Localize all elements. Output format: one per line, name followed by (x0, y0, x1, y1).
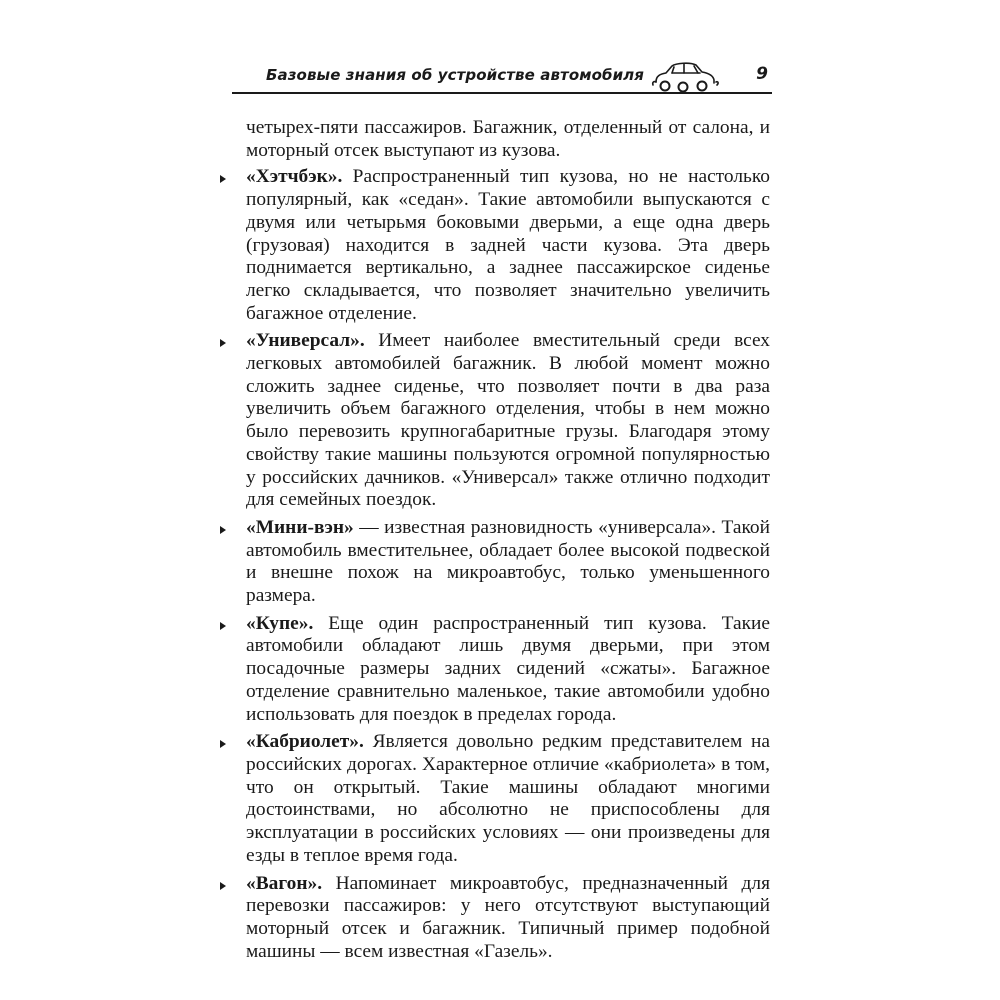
list-item (246, 613, 770, 727)
page-number: 9 (756, 64, 768, 84)
bullet-arrow-icon (220, 882, 226, 890)
list-item-term: «Универсал». (246, 330, 365, 352)
list-item-text: Имеет наиболее вместительный среди всех легковых автомобилей багажник. В любой момент можно сложить заднее сиденье, что позволяет почти в два раза увеличить объем багажного отделения, чтобы в нем можно было перевозить крупногабаритные грузы. Благодаря этому свойству такие машины пользуются огромной популярностью у российских дачников. «Универсал» также отлично подходит для семейных поездок. (246, 330, 770, 511)
body-text (246, 117, 770, 968)
lead-paragraph: четырех-пяти пассажиров. Багажник, отделенный от салона, и моторный отсек выступают из кузова. (246, 117, 770, 161)
list-item (246, 731, 770, 867)
bullet-arrow-icon (220, 622, 226, 630)
list-item-term: «Купе». (246, 612, 314, 634)
running-header-title: Базовые знания об устройстве автомобиля (265, 66, 644, 84)
bullet-arrow-icon (220, 740, 226, 748)
list-item-term: «Вагон». (246, 872, 323, 894)
bullet-arrow-icon (220, 339, 226, 347)
bullet-arrow-icon (220, 175, 226, 183)
bullet-arrow-icon (220, 526, 226, 534)
running-header (232, 58, 772, 98)
list-item-text: Является довольно редким представителем на российских дорогах. Характерное отличие «кабриолета» в том, что он открытый. Такие машины обладают многими достоинствами, но абсолютно не приспособлены для эксплуатации в российских условиях — они произведены для езды в теплое время года. (246, 731, 770, 866)
header-divider (232, 92, 772, 94)
car-doodle-icon (650, 58, 720, 94)
list-item-term: «Хэтчбэк». (246, 166, 343, 188)
list-item-text: — известная разновидность «универсала». Такой автомобиль вместительнее, обладает более высокой подвеской и внешне похож на микроавтобус, только уменьшенного размера. (246, 516, 770, 607)
list-item (246, 873, 770, 964)
list-item-text: Напоминает микроавтобус, предназначенный для перевозки пассажиров: у него отсутствуют выступающий моторный отсек и багажник. Типичный пример подобной машины — всем известная «Газель». (246, 872, 770, 962)
list-item (246, 517, 770, 608)
list-item-term: «Мини-вэн» (246, 516, 354, 538)
list-item (246, 330, 770, 512)
list-item-text: Распространенный тип кузова, но не настолько популярный, как «седан». Такие автомобили выпускаются с двумя или четырьмя боковыми дверьми, а еще одна дверь (грузовая) находится в задней части кузова. Эта дверь поднимается вертикально, а заднее пассажирское сиденье легко складывается, что позволяет значительно увеличить багажное отделение. (246, 166, 770, 324)
list-item (246, 166, 770, 325)
list-item-text: Еще один распространенный тип кузова. Такие автомобили обладают лишь двумя дверьми, при этом посадочные размеры задних сидений «сжаты». Багажное отделение сравнительно маленькое, такие автомобили удобно использовать для поездок в пределах города. (246, 612, 770, 725)
list-item-term: «Кабриолет». (246, 731, 364, 753)
